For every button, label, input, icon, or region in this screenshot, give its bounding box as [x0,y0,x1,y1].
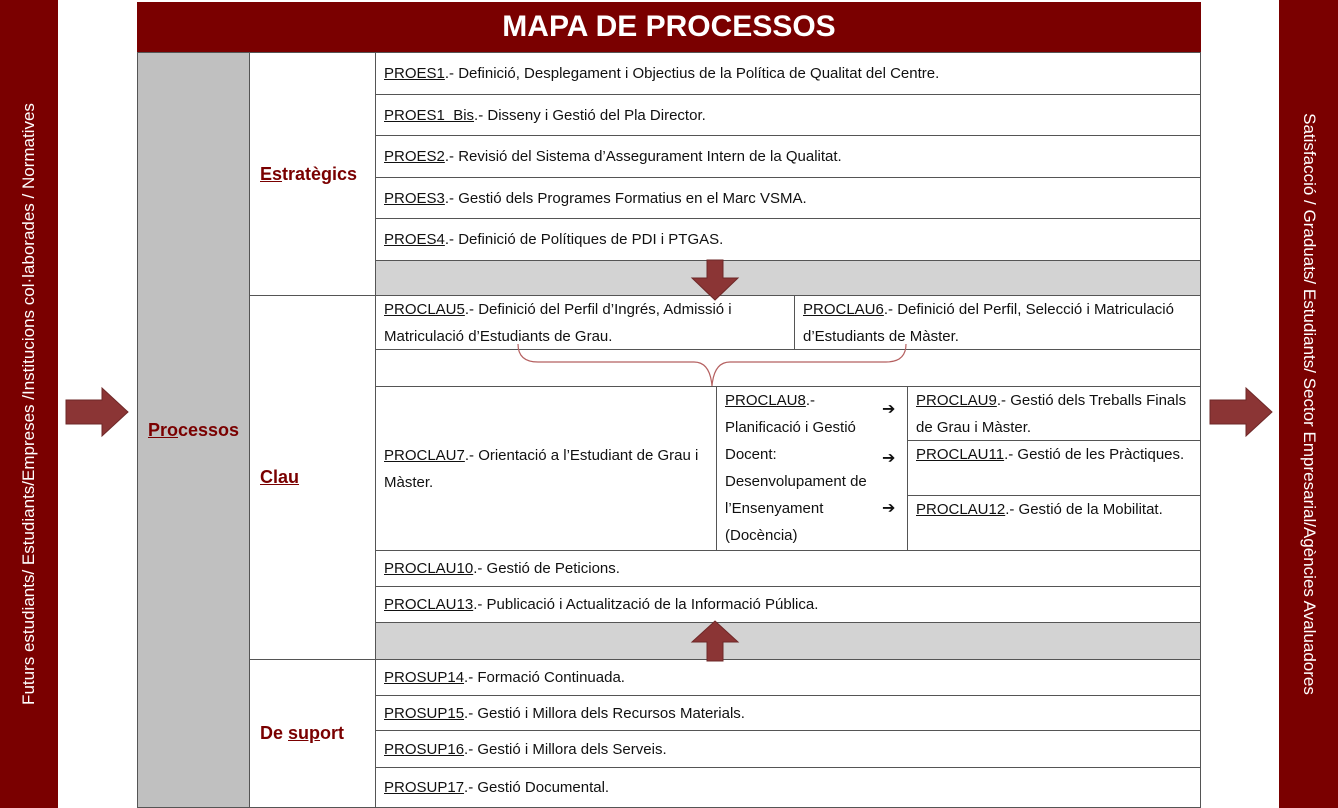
estrategics-label-cell [249,52,376,296]
proclau13-row [375,586,1201,623]
right-output-text: Satisfacció / Graduats/ Estudiants/ Sector Empresarial/Agències Avaluadores [1299,113,1319,695]
proclau11-cell [907,440,1201,496]
proclau13-text: .- Publicació i Actualització de la Informació Pública. [473,596,819,613]
proclau12-code[interactable]: PROCLAU12 [916,501,1006,518]
prosup16-code[interactable]: PROSUP16 [384,740,465,758]
proes2-code[interactable]: PROES2 [384,148,445,165]
proes4-text: .- Definició de Polítiques de PDI i PTGAS. [444,231,724,248]
proes4-code[interactable]: PROES4 [384,231,445,248]
proclau12-text: .- Gestió de la Mobilitat. [1005,501,1163,518]
right-flow-arrow-icon [1210,388,1274,436]
prosup14-row [375,659,1201,696]
left-flow-arrow-icon [66,388,130,436]
proclau10-row [375,550,1201,587]
proes2-row [375,135,1201,178]
right-output-bar [1279,0,1338,808]
proclau8-text: .- Planificació i Gestió Docent: Desenvolupament de l’Ensenyament (Docència) [725,392,867,544]
proclau7-text: .- Orientació a l’Estudiant de Grau i Màster. [384,446,699,491]
prosup16-row [375,730,1201,768]
proclau8-cell [716,386,908,551]
proes1bis-row [375,94,1201,136]
proes2-text: .- Revisió del Sistema d’Assegurament Intern de la Qualitat. [444,148,842,165]
brace-connector-icon [516,342,910,388]
proclau13-code[interactable]: PROCLAU13 [384,596,474,613]
left-input-bar [0,0,58,808]
proclau5-code[interactable]: PROCLAU5 [384,301,465,318]
processos-label: Processos [148,419,240,440]
proclau8-code[interactable]: PROCLAU8 [725,392,806,409]
suport-label-cell [249,659,376,808]
clau-separator-band [375,622,1201,660]
proes1-code[interactable]: PROES1 [384,65,445,82]
proclau11-text: .- Gestió de les Pràctiques. [1004,446,1185,463]
arrow-right-icon: ➔ [882,401,896,418]
proes1bis-text: .- Disseny i Gestió del Pla Director. [474,106,706,124]
up-arrow-icon [690,620,740,662]
proes3-code[interactable]: PROES3 [384,189,445,207]
clau-label: Clau [260,467,300,487]
proclau7-cell [375,386,717,551]
proclau6-text: .- Definició del Perfil, Selecció i Matriculació d’Estudiants de Màster. [803,301,1174,345]
proclau12-cell [907,495,1201,551]
prosup16-text: .- Gestió i Millora dels Serveis. [464,740,667,758]
prosup15-row [375,695,1201,731]
estrategics-label: Estratègics [260,163,358,184]
clau-label-cell [249,295,376,660]
proclau5-text: .- Definició del Perfil d’Ingrés, Admissió i Matriculació d’Estudiants de Grau. [384,301,732,345]
estrategics-separator-band [375,260,1201,296]
arrow-right-icon: ➔ [882,450,896,467]
prosup14-text: .- Formació Continuada. [464,669,625,686]
proclau6-code[interactable]: PROCLAU6 [803,301,884,318]
proclau10-text: .- Gestió de Peticions. [473,560,620,577]
processos-column [137,52,250,808]
prosup17-row [375,767,1201,808]
prosup14-code[interactable]: PROSUP14 [384,669,465,686]
proclau9-text: .- Gestió dels Treballs Finals de Grau i Màster. [916,392,1187,436]
proes1-text: .- Definició, Desplegament i Objectius de la Política de Qualitat del Centre. [444,65,940,82]
left-input-text: Futurs estudiants/ Estudiants/Empreses /Institucions col·laborades / Normatives [19,103,38,705]
prosup15-text: .- Gestió i Millora dels Recursos Materials. [464,704,745,722]
arrow-right-icon: ➔ [882,500,896,517]
prosup17-code[interactable]: PROSUP17 [384,779,465,796]
proclau7-code[interactable]: PROCLAU7 [384,446,465,464]
proclau10-code[interactable]: PROCLAU10 [384,560,474,577]
proes4-row [375,218,1201,261]
down-arrow-icon [690,260,740,302]
proes1-row [375,52,1201,95]
proes3-row [375,177,1201,219]
proclau9-code[interactable]: PROCLAU9 [916,392,997,409]
prosup15-code[interactable]: PROSUP15 [384,704,465,722]
page-title: MAPA DE PROCESSOS [137,2,1201,52]
proes3-text: .- Gestió dels Programes Formatius en el Marc VSMA. [444,189,807,207]
prosup17-text: .- Gestió Documental. [464,779,610,796]
proclau11-code[interactable]: PROCLAU11 [916,446,1005,463]
proclau9-cell [907,386,1201,441]
proes1bis-code[interactable]: PROES1 Bis [384,106,475,124]
suport-label: De suport [260,723,345,743]
